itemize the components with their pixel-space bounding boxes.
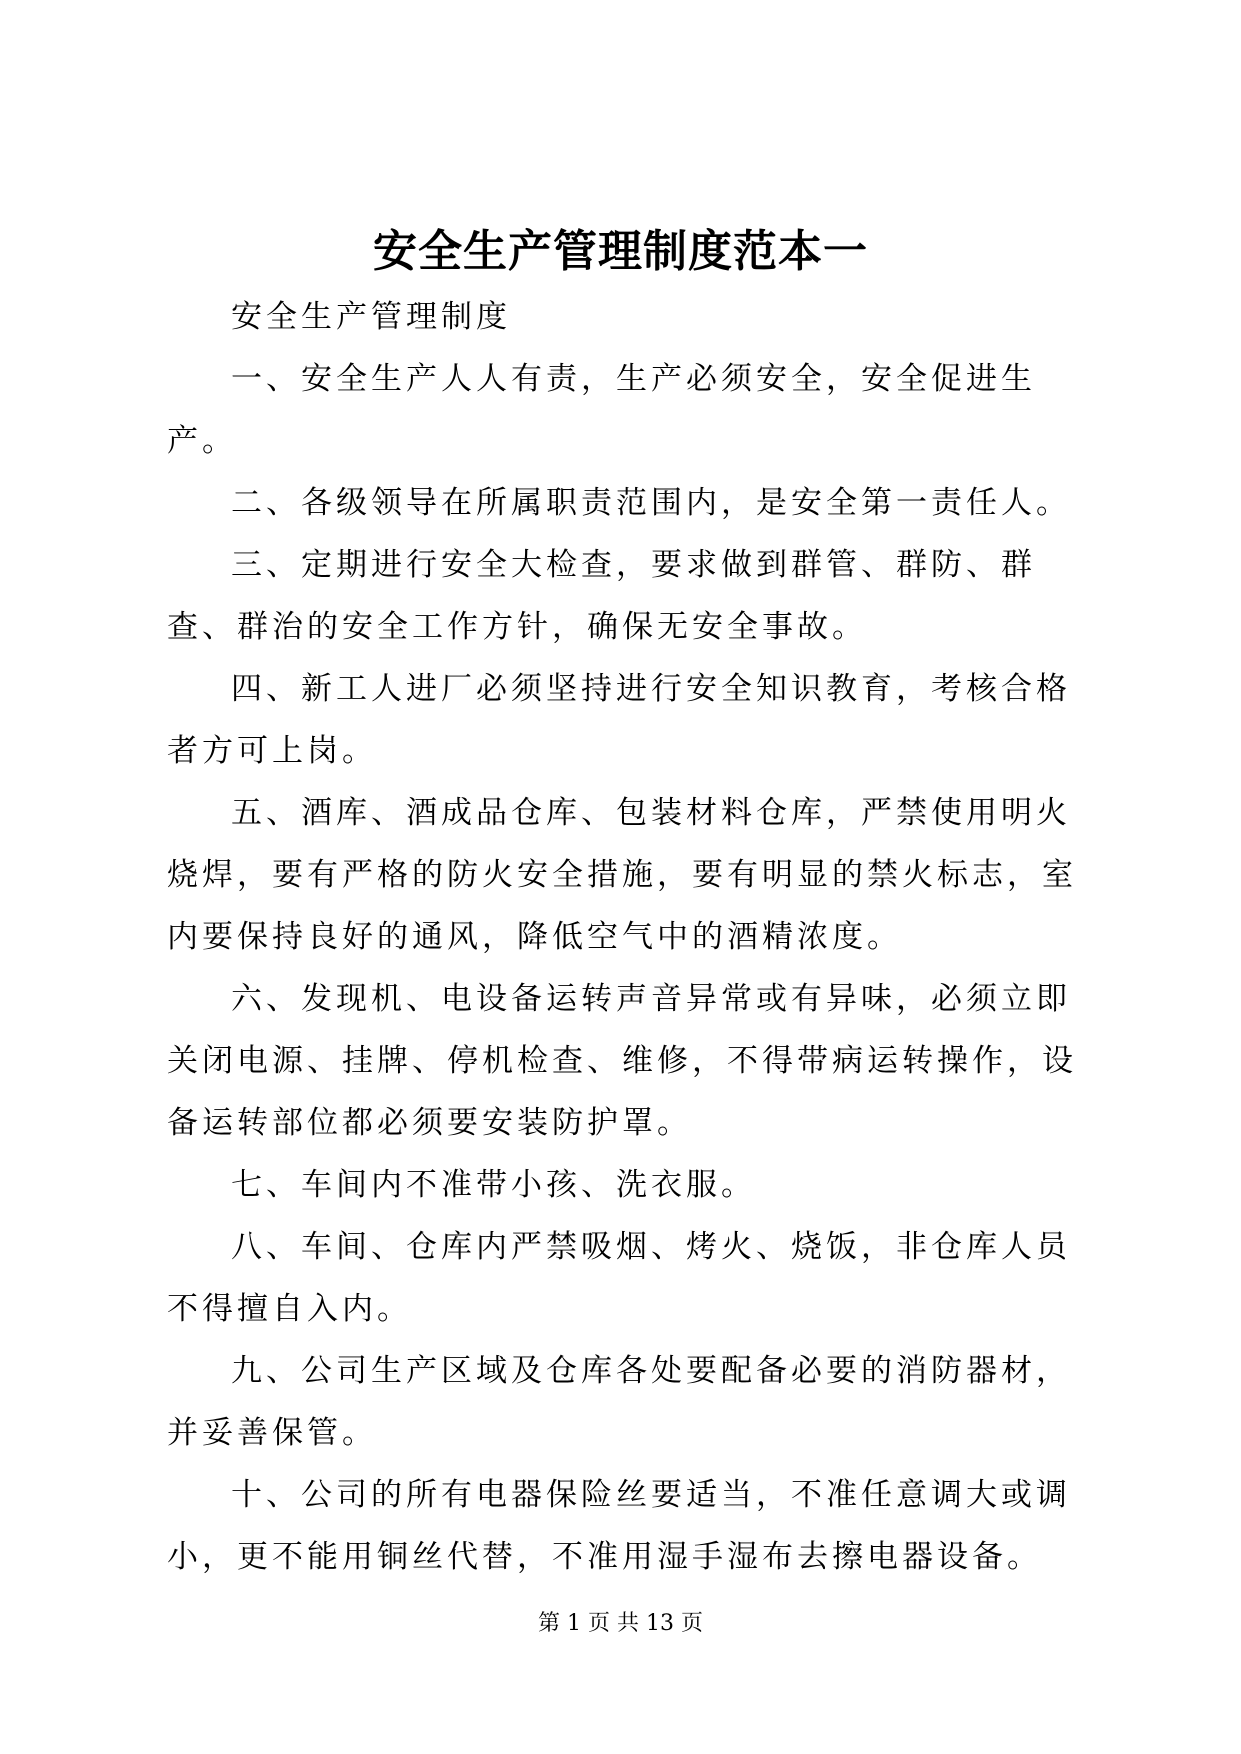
page-number-footer: 第 1 页 共 13 页 <box>538 1611 703 1636</box>
paragraph-4: 四、新工人进厂必须坚持进行安全知识教育，考核合格者方可上岗。 <box>167 671 1071 769</box>
paragraph-5: 五、酒库、酒成品仓库、包装材料仓库，严禁使用明火烧焊，要有严格的防火安全措施，要有明显的禁火标志，室内要保持良好的通风，降低空气中的酒精浓度。 <box>167 795 1077 955</box>
paragraph-7: 七、车间内不准带小孩、洗衣服。 <box>231 1167 756 1203</box>
paragraph-subtitle: 安全生产管理制度 <box>231 299 511 335</box>
paragraph-10: 十、公司的所有电器保险丝要适当，不准任意调大或调小，更不能用铜丝代替，不准用湿手湿布去擦电器设备。 <box>167 1477 1071 1575</box>
document-body <box>167 286 1077 1588</box>
paragraph-3: 三、定期进行安全大检查，要求做到群管、群防、群查、群治的安全工作方针，确保无安全事故。 <box>167 547 1036 645</box>
document-title: 安全生产管理制度范本一 <box>373 226 868 277</box>
paragraph-2: 二、各级领导在所属职责范围内，是安全第一责任人。 <box>231 485 1071 521</box>
paragraph-6: 六、发现机、电设备运转声音异常或有异味，必须立即关闭电源、挂牌、停机检查、维修，不得带病运转操作，设备运转部位都必须要安装防护罩。 <box>167 981 1077 1141</box>
paragraph-9: 九、公司生产区域及仓库各处要配备必要的消防器材，并妥善保管。 <box>167 1353 1071 1451</box>
paragraph-8: 八、车间、仓库内严禁吸烟、烤火、烧饭，非仓库人员不得擅自入内。 <box>167 1229 1071 1327</box>
paragraph-1: 一、安全生产人人有责，生产必须安全，安全促进生产。 <box>167 361 1036 459</box>
